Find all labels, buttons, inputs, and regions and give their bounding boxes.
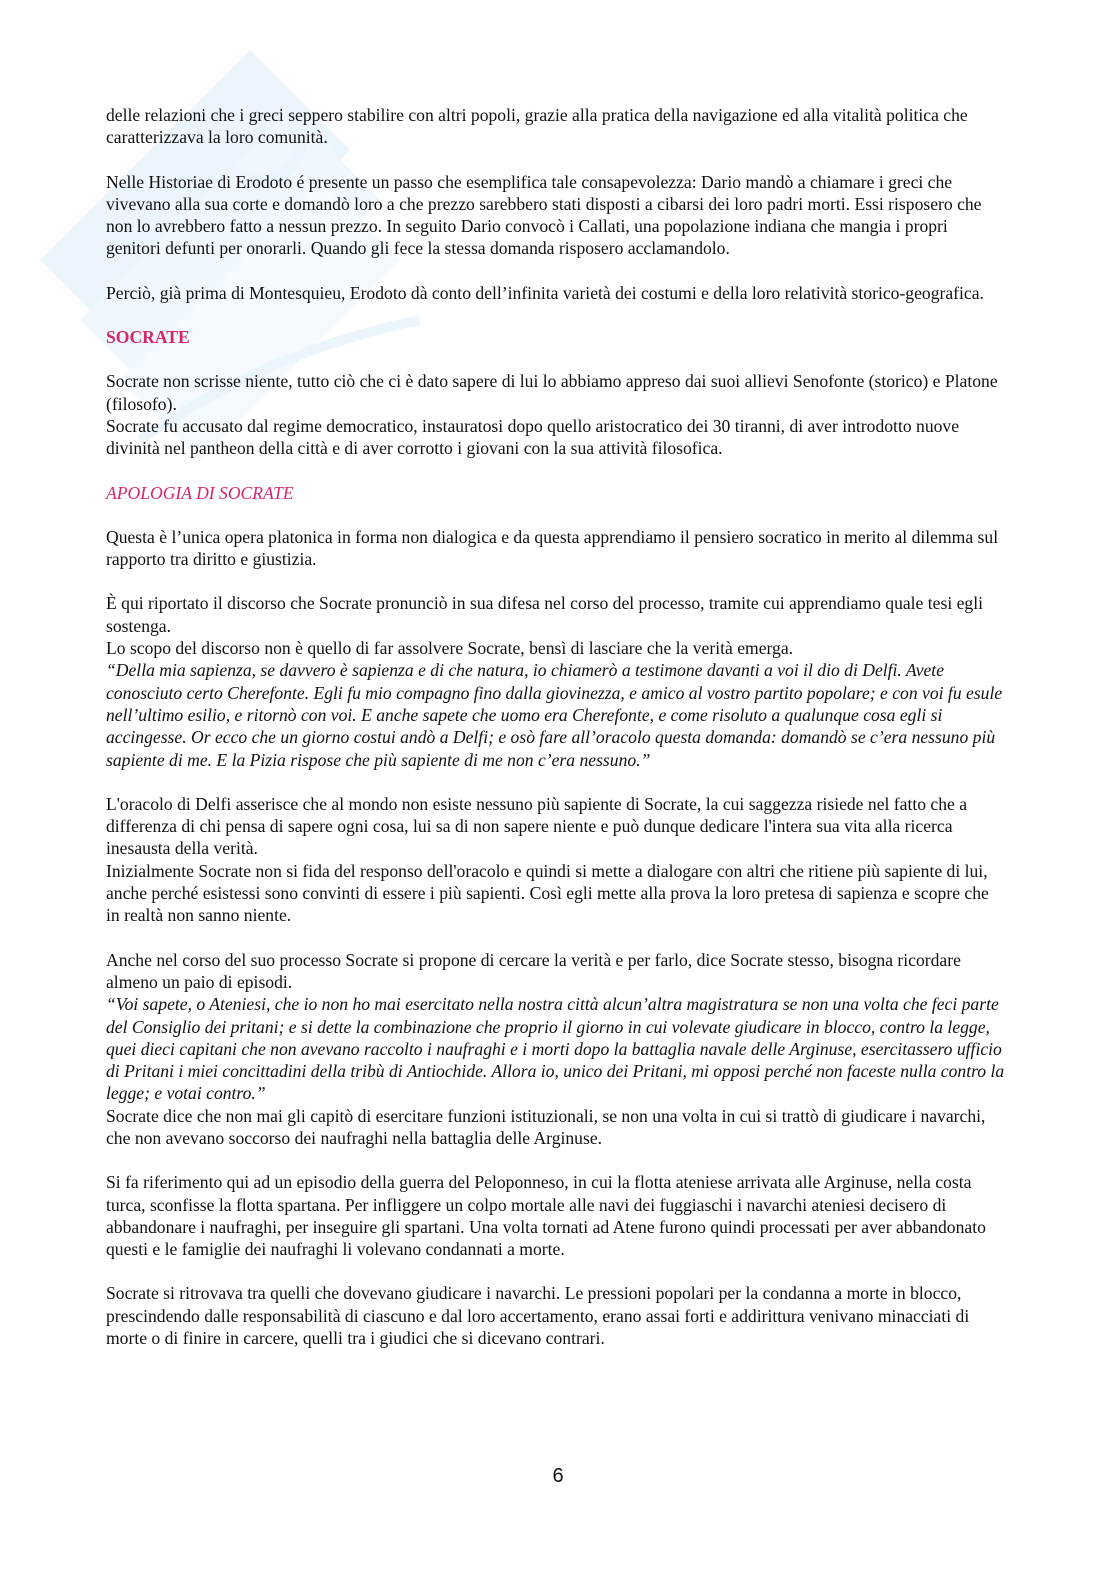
quote-pritani: “Voi sapete, o Ateniesi, che io non ho mai esercitato nella nostra città alcun’altra magistratura se non una volta che feci parte del Consiglio dei pritani; e si dette la combinazione che proprio il giorno in cui volevate giudicare in blocco, contro la legge, quei dieci capitani che non avevano raccolto i naufraghi e i morti dopo la battaglia navale delle Arginuse, esercitassero ufficio di Pritani i miei concittadini della tribù di Antiochide. Allora io, unico dei Pritani, mi opposi perché non faceste nulla contro la legge; e votai contro.” <box>106 994 1005 1104</box>
quote-oracolo-delfi: “Della mia sapienza, se davvero è sapienza e di che natura, io chiamerò a testimone davanti a voi il dio di Delfi. Avete conosciuto certo Cherefonte. Egli fu mio compagno fino dalla giovinezza, e amico al vostro partito popolare; e con voi fu esule nell’ultimo esilio, e ritornò con voi. E anche sapete che uomo era Cherefonte, e come risoluto a qualunque cosa egli si accingesse. Or ecco che un giorno costui andò a Delfi; e osò fare all’oracolo questa domanda: domandò se c’era nessuno più sapiente di me. E la Pizia rispose che più sapiente di me non c’era nessuno.” <box>106 660 1003 770</box>
paragraph-erodoto: Nelle Historiae di Erodoto é presente un passo che esemplifica tale consapevolezza: Dario mandò a chiamare i greci che vivevano alla sua corte e domandò loro a che prezzo sarebbero stati disposti a cibarsi dei loro padri morti. Essi risposero che non lo avrebbero fatto a nessun prezzo. In seguito Dario convocò i Callati, una popolazione indiana che mangia i propri genitori defunti per onorarli. Quando gli fece la stessa domanda risposero acclamandolo. <box>106 171 982 259</box>
text-socrate-dialoga: Inizialmente Socrate non si fida del responso dell'oracolo e quindi si mette a dialogare con altri che ritiene più sapiente di lui, anche perché esistessi sono convinti di essere i più sapienti. Così egli mette alla prova la loro pretesa di sapienza e scopre che in realtà non sanno niente. <box>106 860 989 926</box>
paragraph-oracolo <box>106 793 1006 927</box>
page-number: 6 <box>552 1465 564 1487</box>
text-oracolo-sapienza: L'oracolo di Delfi asserisce che al mondo non esiste nessuno più sapiente di Socrate, la cui saggezza risiede nel fatto che a differenza di chi pensa di sapere ogni cosa, lui sa di non sapere niente e può dunque dedicare l'intera sua vita alla ricerca inesausta della verità. <box>106 793 968 859</box>
paragraph-socrate-accusa: Socrate fu accusato dal regime democratico, instauratosi dopo quello aristocratico dei 30 tiranni, di aver introdotto nuove divinità nel pantheon della città e di aver corrotto i giovani con la sua attività filosofica. <box>106 415 960 459</box>
paragraph-socrate-fonti: Socrate non scrisse niente, tutto ciò che ci è dato sapere di lui lo abbiamo appreso dai suoi allievi Senofonte (storico) e Platone (filosofo). <box>106 371 998 414</box>
text-scopo-discorso: Lo scopo del discorso non è quello di far assolvere Socrate, bensì di lasciare che la verità emerga. <box>106 638 794 659</box>
section-heading-apologia: APOLOGIA DI SOCRATE <box>106 482 294 503</box>
paragraph-processo <box>106 949 1006 1150</box>
paragraph-apologia-discorso <box>106 592 1006 770</box>
paragraph-greci: delle relazioni che i greci seppero stabilire con altri popoli, grazie alla pratica della navigazione ed alla vitalità politica che caratterizzava la loro comunità. <box>106 105 968 148</box>
paragraph-peloponneso: Si fa riferimento qui ad un episodio della guerra del Peloponneso, in cui la flotta ateniese arrivata alle Arginuse, nella costa turca, sconfisse la flotta spartana. Per infliggere un colpo mortale alle navi dei fuggiaschi i navarchi ateniesi decisero di abbandonare i naufraghi, per inseguire gli spartani. Una volta tornati ad Atene furono quindi processati per aver abbandonato questi e le famiglie dei naufraghi li volevano condannati a morte. <box>106 1172 986 1260</box>
section-heading-socrate: SOCRATE <box>106 327 190 348</box>
text-processo-verita: Anche nel corso del suo processo Socrate si propone di cercare la verità e per farlo, dice Socrate stesso, bisogna ricordare almeno un paio di episodi. <box>106 949 961 992</box>
paragraph-giudici: Socrate si ritrovava tra quelli che dovevano giudicare i navarchi. Le pressioni popolari per la condanna a morte in blocco, prescindendo dalle responsabilità di ciascuno e dal loro accertamento, erano assai forti e addirittura venivano minacciati di morte o di finire in carcere, quelli tra i giudici che si dicevano contrari. <box>106 1283 970 1349</box>
paragraph-montesquieu: Perciò, già prima di Montesquieu, Erodoto dà conto dell’infinita varietà dei costumi e della loro relatività storico-geografica. <box>106 282 984 303</box>
text-navarchi: Socrate dice che non mai gli capitò di esercitare funzioni istituzionali, se non una volta in cui si trattò di giudicare i navarchi, che non avevano soccorso dei naufraghi nella battaglia delle Arginuse. <box>106 1105 986 1148</box>
text-discorso-difesa: È qui riportato il discorso che Socrate pronunciò in sua difesa nel corso del processo, tramite cui apprendiamo quale tesi egli sostenga. <box>106 593 983 636</box>
paragraph-apologia-intro: Questa è l’unica opera platonica in forma non dialogica e da questa apprendiamo il pensiero socratico in merito al dilemma sul rapporto tra diritto e giustizia. <box>106 526 999 570</box>
document-body <box>106 104 1006 1371</box>
